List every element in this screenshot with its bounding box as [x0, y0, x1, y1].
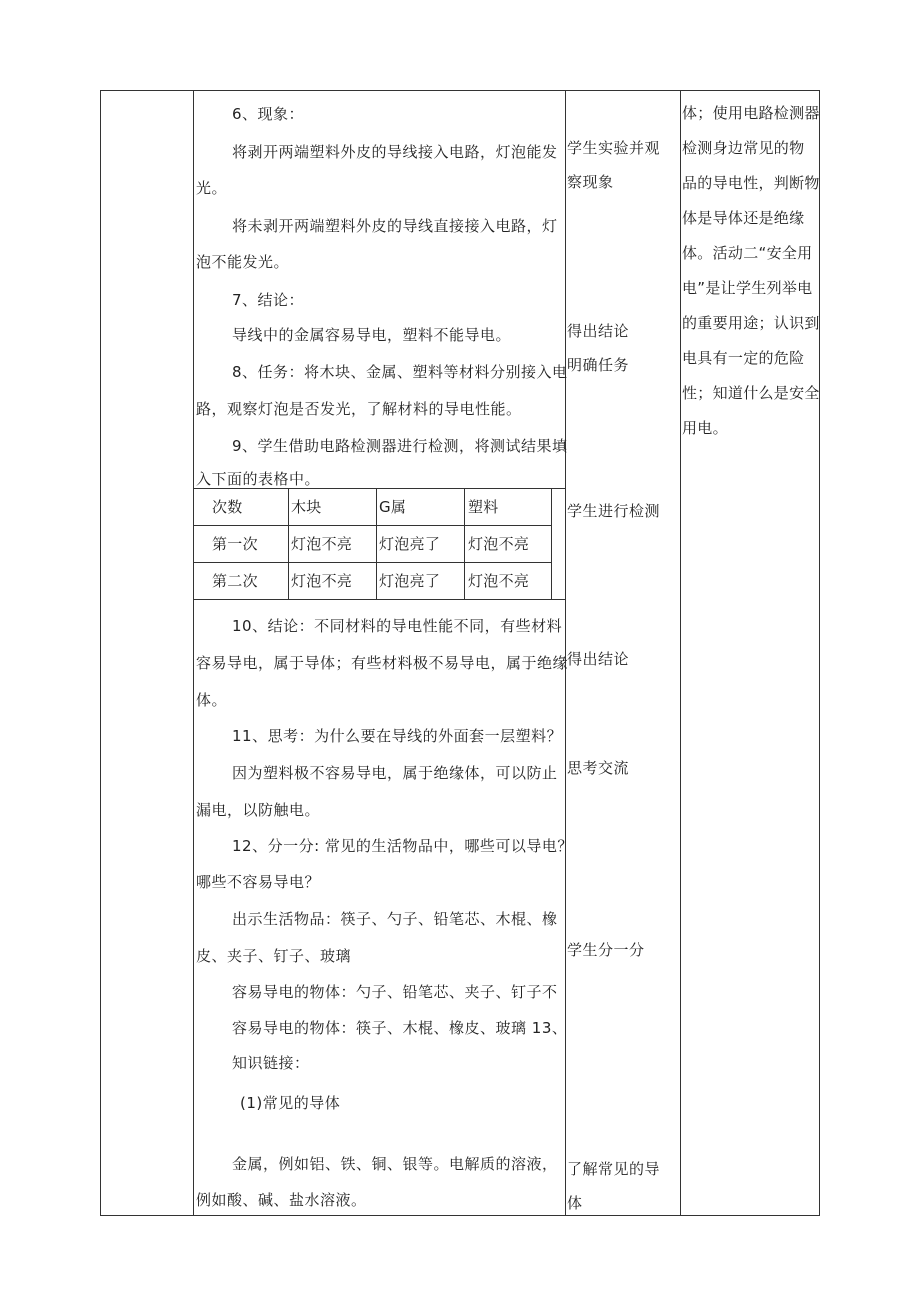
student-activity-1-line-1: 学生实验并观: [567, 139, 661, 157]
results-table-right-edge: [551, 488, 552, 600]
results-table-row-divider-1: [193, 525, 551, 526]
step-12-line-2: 哪些不容易导电？: [196, 873, 321, 891]
step-7-title: 7、结论：: [232, 291, 305, 309]
student-activity-6: 学生分一分: [567, 941, 645, 959]
results-row-2-metal: 灯泡亮了: [379, 572, 441, 590]
design-intent-line-3: 品的导电性，判断物: [682, 174, 820, 192]
step-11-line-1: 11、思考：为什么要在导线的外面套一层塑料？: [232, 727, 563, 745]
results-table-row-divider-2: [193, 562, 551, 563]
results-header-plastic: 塑料: [468, 498, 499, 516]
step-12-line-6: 容易导电的物体：筷子、木棍、橡皮、玻璃 13、: [232, 1019, 568, 1037]
table-bottom-border: [100, 1215, 820, 1216]
column-divider-1: [193, 90, 194, 1216]
student-activity-7-line-2: 体: [567, 1194, 583, 1212]
design-intent-line-5: 体。活动二“安全用: [682, 244, 813, 262]
results-row-1-label: 第一次: [212, 535, 258, 553]
table-top-border: [100, 90, 820, 91]
design-intent-line-8: 电具有一定的危险: [682, 349, 805, 367]
results-header-wood: 木块: [291, 498, 322, 516]
results-header-metal: G属: [379, 498, 407, 516]
results-table-col-divider-1: [288, 488, 289, 600]
step-10-line-3: 体。: [196, 691, 228, 709]
step-13-line-2: (1)常见的导体: [240, 1094, 341, 1112]
results-row-2-label: 第二次: [212, 572, 258, 590]
step-6-line-3: 将未剥开两端塑料外皮的导线直接接入电路，灯: [232, 217, 558, 235]
step-11-line-2: 因为塑料极不容易导电，属于绝缘体，可以防止: [232, 764, 558, 782]
results-table-col-divider-2: [376, 488, 377, 600]
table-right-border: [819, 90, 820, 1216]
step-13-line-1: 知识链接：: [232, 1054, 310, 1072]
results-row-1-metal: 灯泡亮了: [379, 535, 441, 553]
step-13-line-4: 例如酸、碱、盐水溶液。: [196, 1191, 367, 1209]
student-activity-5: 思考交流: [567, 759, 630, 777]
results-table-bottom: [193, 599, 566, 600]
column-divider-3: [680, 90, 681, 1216]
student-activity-2-line-2: 明确任务: [567, 356, 630, 374]
results-header-count: 次数: [212, 498, 243, 516]
results-table-col-divider-3: [464, 488, 465, 600]
results-row-1-plastic: 灯泡不亮: [468, 535, 530, 553]
step-9-line-1: 9、学生借助电路检测器进行检测，将测试结果填: [232, 437, 568, 455]
student-activity-2-line-1: 得出结论: [567, 322, 630, 340]
step-12-line-4: 皮、夹子、钉子、玻璃: [196, 947, 352, 965]
step-12-line-1: 12、分一分: 常见的生活物品中，哪些可以导电？: [232, 837, 573, 855]
student-activity-1-line-2: 察现象: [567, 173, 614, 191]
step-13-line-3: 金属，例如铝、铁、铜、银等。电解质的溶液，: [232, 1155, 558, 1173]
step-12-line-3: 出示生活物品：筷子、勺子、铅笔芯、木棍、橡: [232, 910, 558, 928]
step-9-line-2: 入下面的表格中。: [196, 470, 321, 488]
step-6-line-2: 光。: [196, 179, 228, 197]
step-8-line-1: 8、任务：将木块、金属、塑料等材料分别接入电: [232, 363, 568, 381]
table-left-border: [100, 90, 101, 1216]
step-6-title: 6、现象：: [232, 105, 305, 123]
step-11-line-3: 漏电，以防触电。: [196, 801, 321, 819]
design-intent-line-2: 检测身边常见的物: [682, 139, 805, 157]
step-10-line-1: 10、结论：不同材料的导电性能不同，有些材料: [232, 617, 563, 635]
step-6-line-1: 将剥开两端塑料外皮的导线接入电路，灯泡能发: [232, 143, 558, 161]
design-intent-line-7: 的重要用途；认识到: [682, 314, 820, 332]
design-intent-line-9: 性；知道什么是安全: [682, 384, 820, 402]
results-row-1-wood: 灯泡不亮: [291, 535, 353, 553]
design-intent-line-4: 体是导体还是绝缘: [682, 209, 805, 227]
step-10-line-2: 容易导电，属于导体；有些材料极不易导电，属于绝缘: [196, 654, 569, 672]
step-8-line-2: 路，观察灯泡是否发光，了解材料的导电性能。: [196, 400, 522, 418]
student-activity-7-line-1: 了解常见的导: [567, 1160, 661, 1178]
step-7-line-1: 导线中的金属容易导电，塑料不能导电。: [232, 326, 512, 344]
results-table-top: [193, 488, 566, 489]
design-intent-line-6: 电”是让学生列举电: [682, 279, 813, 297]
step-6-line-4: 泡不能发光。: [196, 253, 290, 271]
design-intent-line-10: 用电。: [682, 419, 728, 437]
results-row-2-plastic: 灯泡不亮: [468, 572, 530, 590]
results-row-2-wood: 灯泡不亮: [291, 572, 353, 590]
student-activity-4: 得出结论: [567, 650, 630, 668]
student-activity-3: 学生进行检测: [567, 502, 661, 520]
design-intent-line-1: 体；使用电路检测器: [682, 104, 820, 122]
step-12-line-5: 容易导电的物体：勺子、铅笔芯、夹子、钉子不: [232, 983, 558, 1001]
